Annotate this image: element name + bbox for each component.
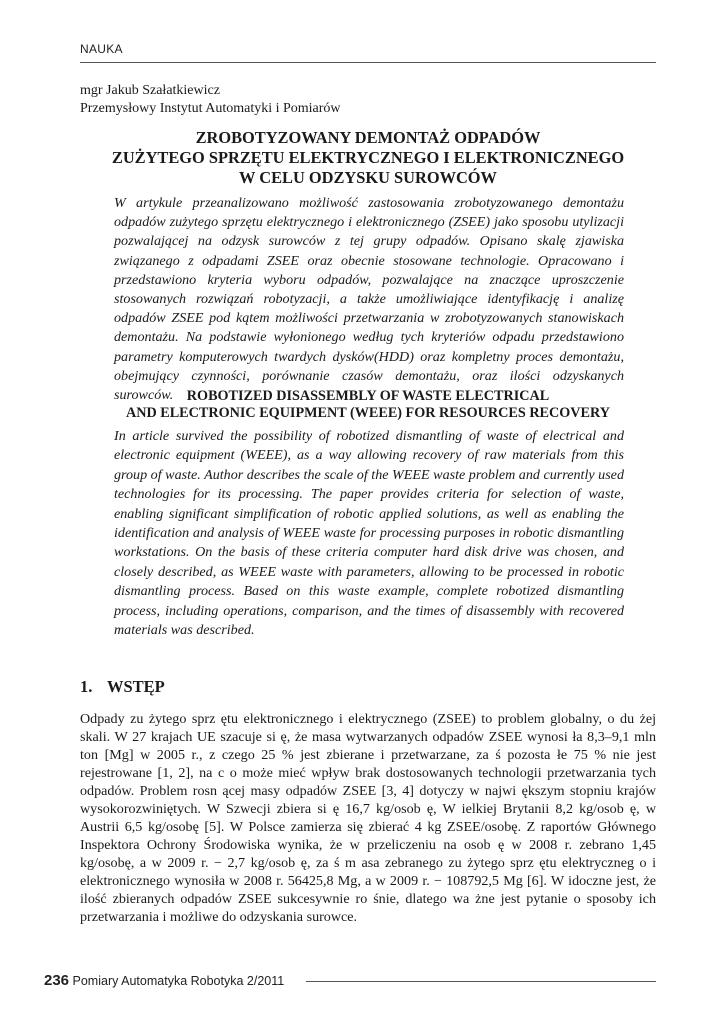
journal-name: Pomiary Automatyka Robotyka 2/2011	[72, 974, 285, 988]
title-pl-line-3: W CELU ODZYSKU SUROWCÓW	[239, 168, 497, 187]
author-block	[80, 82, 341, 118]
title-en-line-2: AND ELECTRONIC EQUIPMENT (WEEE) FOR RESOURCES RECOVERY	[125, 405, 611, 421]
author-affiliation: Przemysłowy Instytut Automatyki i Pomiarów	[80, 101, 341, 116]
paper-title-en	[80, 388, 656, 422]
paper-title-pl	[80, 128, 656, 188]
title-pl-line-1: ZROBOTYZOWANY DEMONTAŻ ODPADÓW	[195, 128, 541, 147]
body-paragraph: Odpady zu żytego sprz ętu elektronicznego i elektrycznego (ZSEE) to problem globalny, o du żej skali. W 27 krajach UE szacuje si ę, że masa wytwarzanych odpadów ZSEE wynosi ła 8,3–9,1 mln ton [Mg] w 2005 r., z czego 25 % jest zbierane i przetwarzane, za ś pozosta łe 75 % nie jest rejestrowane [1, 2], na c o może mieć wpływ brak dostosowanych technologii przetwarzania tych odpadów. Problem rosn ącej masy odpadów ZSEE [3, 4] dotyczy w najwi ększym stopniu krajów wysokorozwiniętych. W Szwecji zbiera si ę 16,7 kg/osob ę, W ielkiej Brytanii 8,2 kg/osob ę, w Austrii 6,5 kg/osobę [5]. W Polsce zamierza się zbierać 4 kg ZSEE/osobę. Z raportów Głównego Inspektora Ochrony Środowiska wynika, że w przeliczeniu na osob ę w 2008 r. zebrano 1,45 kg/osobę, a w 2009 r. − 2,7 kg/osob ę, za ś m asa zebranego zu żytego sprz ętu elektryczneg o i elektronicznego wynosiła w 2008 r. 56425,8 Mg, a w 2009 r. − 108792,5 Mg [6]. W idoczne jest, że ilość zbieranych odpadów ZSEE sukcesywnie ro śnie, dlatego wa żne jest pytanie o sposoby ich przetwarzania i możliwe do odzyskania surowce.	[80, 711, 656, 925]
section-number: 1.	[80, 677, 93, 696]
footer-divider	[306, 981, 656, 982]
title-pl-line-2: ZUŻYTEGO SPRZĘTU ELEKTRYCZNEGO I ELEKTRONICZNEGO	[111, 148, 625, 167]
title-en-line-1: ROBOTIZED DISASSEMBLY OF WASTE ELECTRICAL	[186, 388, 550, 404]
section-title: WSTĘP	[107, 677, 165, 696]
section-label: NAUKA	[80, 42, 123, 56]
author-name: mgr Jakub Szałatkiewicz	[80, 83, 220, 98]
abstract-en: In article survived the possibility of robotized dismantling of waste of electrical and electronic equipment (WEEE), as a way allowing recovery of raw materials from this group of waste. Author describes the scale of the WEEE waste problem and currently used technologies for its processing. The paper provides criteria for selection of waste, enabling significant simplification of robotic applied solutions, as well as enabling the identification and analysis of WEEE waste for processing purposes in robotic dismantling workstations. On the basis of these criteria computer hard disk drive was chosen, and closely described, as WEEE waste with parameters, allowing to be processed in robotic dismantling process. Based on this waste example, complete robotized dismantling process, including operations, comparison, and the times of disassembly with recovered materials was described.	[114, 428, 624, 639]
header-divider	[80, 62, 656, 63]
abstract-pl: W artykule przeanalizowano możliwość zastosowania zrobotyzowanego demontażu odpadów zużytego sprzętu elektrycznego i elektronicznego (ZSEE) jako sposobu utylizacji pozwalającej na odzysk surowców z tej grupy odpadów. Opisano skalę zjawiska związanego z odpadami ZSEE oraz obecnie stosowane technologie. Opracowano i przedstawiono kryteria wyboru odpadów, pozwalające na znaczące uproszczenie stosowanych rozwiązań robotyzacji, a także umożliwiające identyfikację i analizę odpadów ZSEE pod kątem możliwości przetwarzania w zrobotyzowanych stanowiskach demontażu. Na podstawie wyłonionego według tych kryteriów odpadu przedstawiono parametry komputerowych twardych dysków(HDD) oraz kompletny proces demontażu, obejmujący czynności, porównanie czasów demontażu, oraz ilości odzyskanych surowców.	[114, 195, 624, 404]
page-footer	[44, 972, 284, 989]
section-heading	[80, 677, 165, 697]
page-number: 236	[44, 972, 70, 989]
